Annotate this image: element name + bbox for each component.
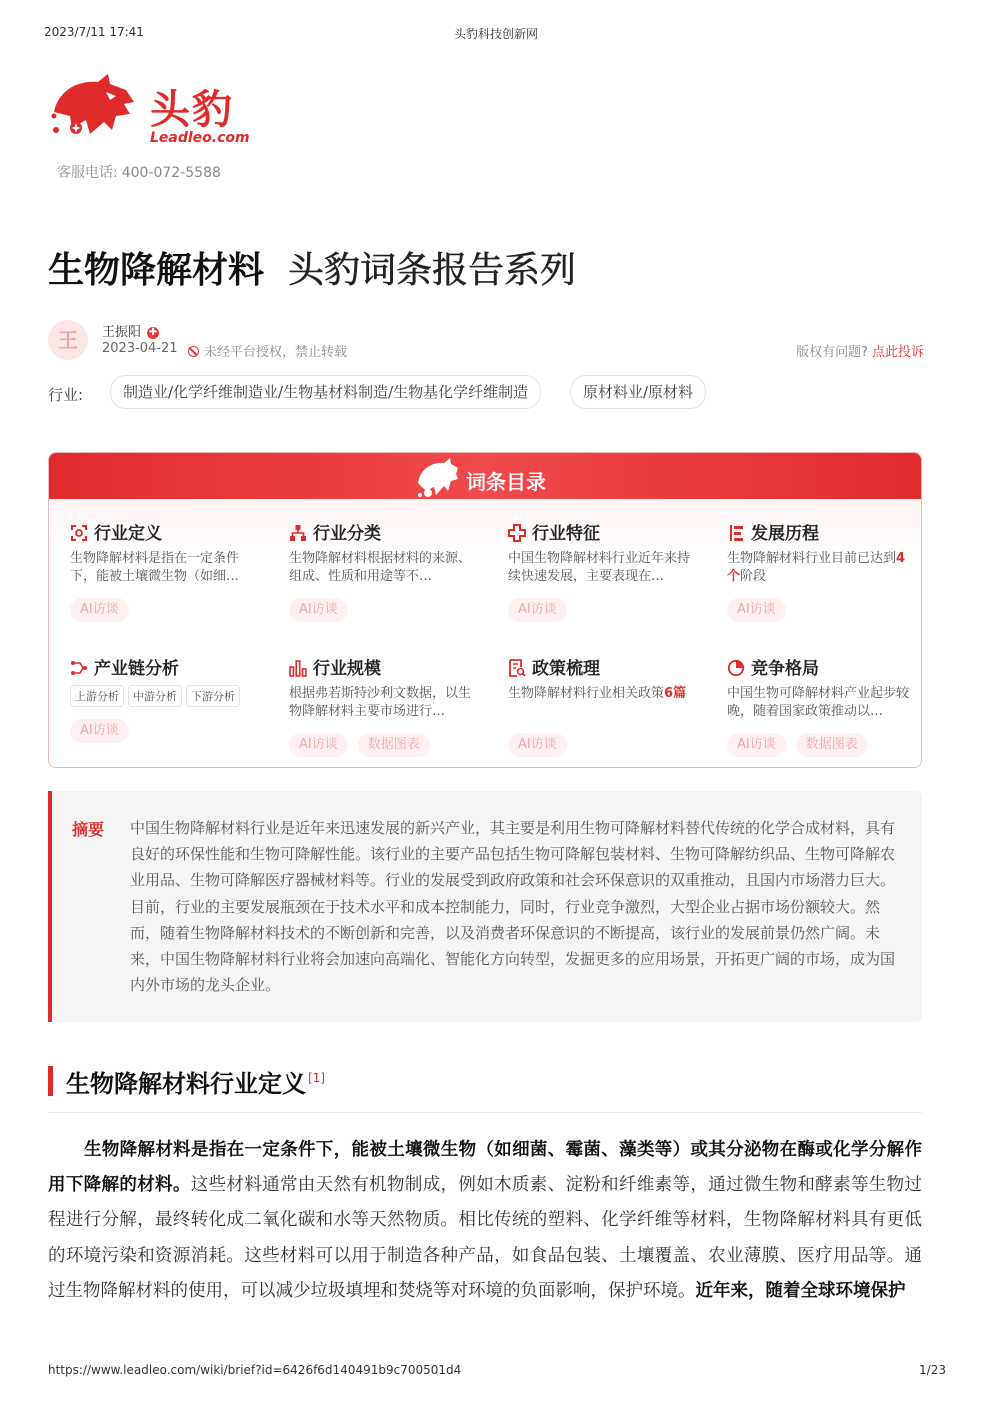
toc-item-title: 产业链分析 (94, 659, 179, 679)
bold-lead: 近年来，随着全球环境保护 (695, 1280, 906, 1301)
policy-icon (508, 659, 526, 677)
toc-item-text: 生物降解材料根据材料的来源、组成、性质和用途等不… (289, 551, 472, 584)
industry-chip[interactable]: 原材料业/原材料 (570, 375, 706, 409)
report-title-series: 头豹词条报告系列 (288, 250, 577, 291)
toc-item-chain[interactable] (70, 658, 260, 743)
prohibited-icon (188, 346, 199, 357)
toc-item-title: 竞争格局 (751, 659, 819, 679)
chain-icon (70, 659, 88, 677)
copyright-notice (188, 341, 347, 360)
ai-interview-pill[interactable]: AI访谈 (727, 733, 786, 757)
competition-icon (727, 659, 745, 677)
author-name[interactable]: 王振阳 (102, 325, 142, 340)
ai-interview-pill[interactable]: AI访谈 (289, 733, 348, 757)
feature-icon (508, 524, 526, 542)
stage-count: 4个 (727, 551, 906, 584)
report-title (48, 242, 576, 293)
ai-interview-pill[interactable]: AI访谈 (70, 598, 129, 622)
toc-item-scale[interactable] (289, 658, 479, 757)
ai-interview-pill[interactable]: AI访谈 (289, 598, 348, 622)
ai-interview-pill[interactable]: AI访谈 (508, 598, 567, 622)
toc-item-feature[interactable] (508, 523, 698, 622)
policy-count: 6篇 (664, 686, 687, 701)
ai-interview-pill[interactable]: AI访谈 (727, 598, 786, 622)
toc-item-classification[interactable] (289, 523, 479, 622)
toc-item-text: 生物降解材料行业目前已达到4个阶段 (727, 551, 906, 584)
toc-body (49, 499, 921, 767)
leopard-icon (414, 457, 460, 501)
toc-item-text: 生物降解材料行业相关政策6篇 (508, 686, 687, 701)
customer-hotline (57, 162, 225, 182)
toc-item-title: 行业定义 (94, 524, 162, 544)
paragraph-text: 这些材料通常由天然有机物制成，例如木质素、淀粉和纤维素等，通过微生物和酵素等生物过程进行分解，最终转化成二氧化碳和水等天然物质。相比传统的塑料、化学纤维等材料，生物降解材料具有更低的环境污染和资源消耗。这些材料可以用于制造各种产品，如食品包装、土壤覆盖、农业薄膜、医疗用品等。通过生物降解材料的使用，可以减少垃圾填埋和焚烧等对环境的负面影响，保护环境。 (48, 1175, 922, 1301)
ai-interview-pill[interactable]: AI访谈 (508, 733, 567, 757)
industry-chip[interactable]: 制造业/化学纤维制造业/生物基材料制造/生物基化学纤维制造 (110, 375, 541, 409)
data-chart-pill[interactable]: 数据图表 (796, 733, 868, 757)
leopard-logo[interactable] (46, 72, 138, 142)
verified-badge-icon: ✚ (148, 327, 158, 338)
industry-label: 行业: (48, 386, 84, 404)
author-line (102, 321, 159, 340)
section-accent-bar (48, 1066, 53, 1096)
scale-icon (289, 659, 307, 677)
toc-item-text: 根据弗若斯特沙利文数据，以生物降解材料主要市场进行… (289, 686, 472, 719)
history-icon (727, 524, 745, 542)
section-title-text: 生物降解材料行业定义 (66, 1070, 306, 1098)
chain-tags (70, 685, 260, 707)
bold-definition: 生物降解材料是指在一定条件下，能被土壤微生物（如细菌、霉菌、藻类等）或其分泌物在酶或化学分解作用下降解的材料。 (48, 1140, 922, 1196)
print-site-title: 头豹科技创新网 (453, 27, 538, 41)
definition-icon (70, 524, 88, 542)
copyright-question: 版权有问题? (796, 345, 868, 360)
toc-item-competition[interactable] (727, 658, 917, 757)
summary-label: 摘要 (72, 820, 105, 839)
avatar[interactable]: 王 (48, 320, 88, 360)
toc-item-title: 行业分类 (313, 524, 381, 544)
page-number: 1/23 (919, 1363, 946, 1377)
hotline-number: 400-072-5588 (121, 165, 221, 181)
reference-link[interactable]: [1] (308, 1071, 325, 1085)
copyright-complaint (796, 341, 924, 360)
toc-item-title: 行业规模 (313, 659, 381, 679)
toc-header (49, 453, 921, 499)
report-title-main: 生物降解材料 (48, 250, 265, 291)
footer-url[interactable]: https://www.leadleo.com/wiki/brief?id=6426f6d140491b9c700501d4 (48, 1363, 462, 1377)
brand-name-en[interactable]: Leadleo.com (150, 130, 250, 146)
toc-item-text: 中国生物降解材料行业近年来持续快速发展，主要表现在… (508, 551, 691, 584)
midstream-tag[interactable]: 中游分析 (128, 685, 182, 707)
print-datetime: 2023/7/11 17:41 (44, 25, 144, 39)
toc-item-history[interactable] (727, 523, 917, 622)
toc-panel (48, 452, 922, 768)
complain-link[interactable]: 点此投诉 (871, 345, 924, 360)
toc-item-text: 中国生物可降解材料产业起步较晚，随着国家政策推动以… (727, 686, 910, 719)
downstream-tag[interactable]: 下游分析 (186, 685, 240, 707)
ai-interview-pill[interactable]: AI访谈 (70, 719, 129, 743)
brand-name-cn[interactable]: 头豹 (150, 87, 234, 133)
summary-box (48, 791, 922, 1022)
toc-item-definition[interactable] (70, 523, 260, 622)
toc-item-policy[interactable] (508, 658, 698, 757)
publish-date: 2023-04-21 (102, 341, 178, 356)
toc-title: 词条目录 (466, 470, 546, 494)
section-paragraph (48, 1133, 922, 1309)
data-chart-pill[interactable]: 数据图表 (358, 733, 430, 757)
toc-item-title: 发展历程 (751, 524, 819, 544)
upstream-tag[interactable]: 上游分析 (70, 685, 124, 707)
hotline-label: 客服电话: (57, 165, 118, 181)
section-divider (48, 1112, 922, 1113)
toc-item-title: 行业特征 (532, 524, 600, 544)
toc-item-text: 生物降解材料是指在一定条件下，能被土壤微生物（如细… (70, 551, 240, 584)
copyright-notice-text: 未经平台授权，禁止转载 (204, 345, 348, 360)
section-title (66, 1064, 325, 1099)
toc-item-title: 政策梳理 (532, 659, 600, 679)
summary-text: 中国生物降解材料行业是近年来迅速发展的新兴产业，其主要是利用生物可降解材料替代传统的化学合成材料，具有良好的环保性能和生物可降解性能。该行业的主要产品包括生物可降解包装材料、生物可降解纺织品、生物可降解农业用品、生物可降解医疗器械材料等。行业的发展受到政府政策和社会环保意识的双重推动，且国内市场潜力巨大。目前，行业的主要发展瓶颈在于技术水平和成本控制能力，同时，行业竞争激烈，大型企业占据市场份额较大。然而，随着生物降解材料技术的不断创新和完善，以及消费者环保意识的不断提高，该行业的发展前景仍然广阔。未来，中国生物降解材料行业将会加速向高端化、智能化方向转型，发掘更多的应用场景，开拓更广阔的市场，成为国内外市场的龙头企业。 (130, 819, 896, 995)
classification-icon (289, 524, 307, 542)
